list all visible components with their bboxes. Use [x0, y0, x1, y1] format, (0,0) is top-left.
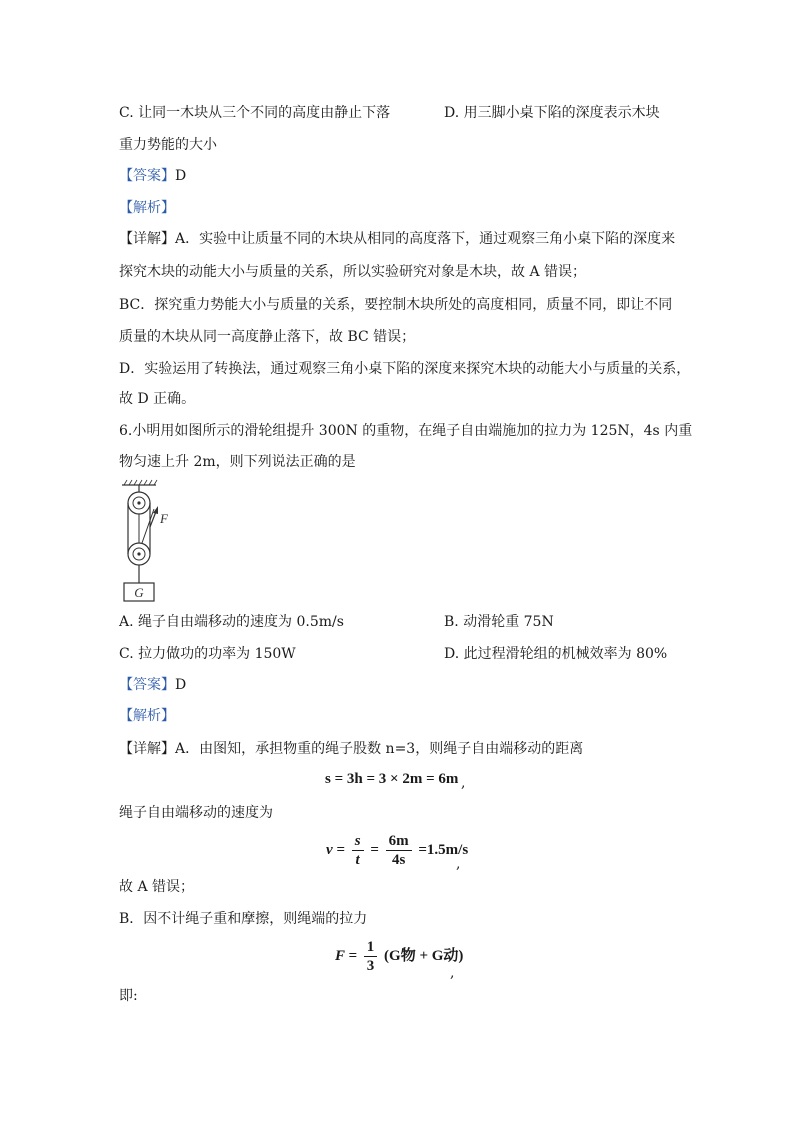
answer-line-2 — [119, 675, 186, 695]
answer-tag: 【答案】 — [119, 168, 175, 184]
detail-line-6: 故 D 正确。 — [119, 391, 196, 407]
force-label: F — [160, 511, 168, 526]
fixed-pulley-icon — [128, 492, 150, 514]
answer-value-1: D — [175, 168, 187, 184]
detail-line-b: B．因不计绳子重和摩擦，则绳端的拉力 — [119, 911, 368, 927]
option-c: C. 拉力做功的功率为 150W — [119, 646, 296, 662]
fraction-den-t: t — [355, 852, 360, 868]
option-d: D. 此过程滑轮组的机械效率为 80% — [444, 646, 668, 662]
detail-line-5: D．实验运用了转换法，通过观察三角小桌下陷的深度来探究木块的动能大小与质量的关系， — [119, 361, 691, 377]
analysis-tag-1: 【解析】 — [119, 200, 175, 216]
fraction-6m-over-4s — [386, 832, 412, 869]
option-a: A. 绳子自由端移动的速度为 0.5m/s — [119, 614, 344, 630]
detail-line-4: 质量的木块从同一高度静止落下，故 BC 错误； — [119, 329, 416, 345]
detail-text-2: A．由图知，承担物重的绳子股数 n=3，则绳子自由端移动的距离 — [175, 741, 584, 757]
detail-line-2: 探究木块的动能大小与质量的关系，所以实验研究对象是木块，故 A 错误； — [119, 264, 587, 280]
fraction-den-3: 3 — [366, 958, 375, 974]
ceiling-icon — [122, 480, 157, 485]
answer-line-1 — [119, 166, 186, 186]
fraction-num-s: s — [352, 832, 364, 851]
detail-tag-1: 【详解】 — [119, 231, 175, 247]
fraction-s-over-t — [352, 832, 364, 869]
formula-comma-3: , — [450, 965, 455, 981]
pulley-diagram — [118, 479, 182, 605]
velocity-eq: = — [370, 841, 379, 858]
velocity-result: =1.5m/s — [418, 841, 469, 858]
fraction-num-1: 1 — [364, 938, 378, 957]
fraction-den-4s: 4s — [391, 852, 406, 868]
question-6-line-1: 6.小明用如图所示的滑轮组提升 300N 的重物，在绳子自由端施加的拉力为 125N，4s 内重 — [119, 423, 693, 439]
fraction-num-6m: 6m — [386, 832, 412, 851]
formula-velocity — [326, 832, 468, 869]
detail-tag-2: 【详解】 — [119, 741, 175, 757]
detail-line-7 — [119, 739, 583, 759]
ji-line: 即: — [119, 988, 138, 1004]
option-d-previous: D. 用三脚小桌下陷的深度表示木块 — [444, 105, 660, 121]
answer-tag-2: 【答案】 — [119, 677, 175, 693]
fraction-one-third — [364, 938, 378, 975]
detail-line-1 — [119, 229, 675, 249]
conclusion-a: 故 A 错误； — [119, 879, 195, 895]
answer-value-2: D — [175, 677, 187, 693]
formula-comma-1: , — [461, 775, 466, 791]
movable-pulley-icon — [128, 543, 150, 565]
detail-text-1: A．实验中让质量不同的木块从相同的高度落下，通过观察三角小桌下陷的深度来 — [175, 231, 676, 247]
formula-distance: s = 3h = 3 × 2m = 6m — [325, 771, 459, 787]
weight-label: G — [134, 585, 144, 600]
detail-line-3: BC．探究重力势能大小与质量的关系，要控制木块所处的高度相同，质量不同，即让不同 — [119, 297, 673, 313]
force-rhs: (G物 + G动) — [384, 947, 464, 964]
force-lhs: F = — [335, 947, 358, 964]
formula-force — [335, 938, 463, 975]
option-c-previous: C. 让同一木块从三个不同的高度由静止下落 — [119, 105, 391, 121]
formula-comma-2: , — [456, 856, 461, 872]
analysis-tag-2: 【解析】 — [119, 708, 175, 724]
velocity-lhs: v = — [326, 841, 345, 858]
option-d-continued: 重力势能的大小 — [119, 137, 217, 153]
velocity-label: 绳子自由端移动的速度为 — [119, 805, 273, 821]
question-6-line-2: 物匀速上升 2m，则下列说法正确的是 — [119, 454, 356, 470]
option-b: B. 动滑轮重 75N — [444, 614, 554, 630]
